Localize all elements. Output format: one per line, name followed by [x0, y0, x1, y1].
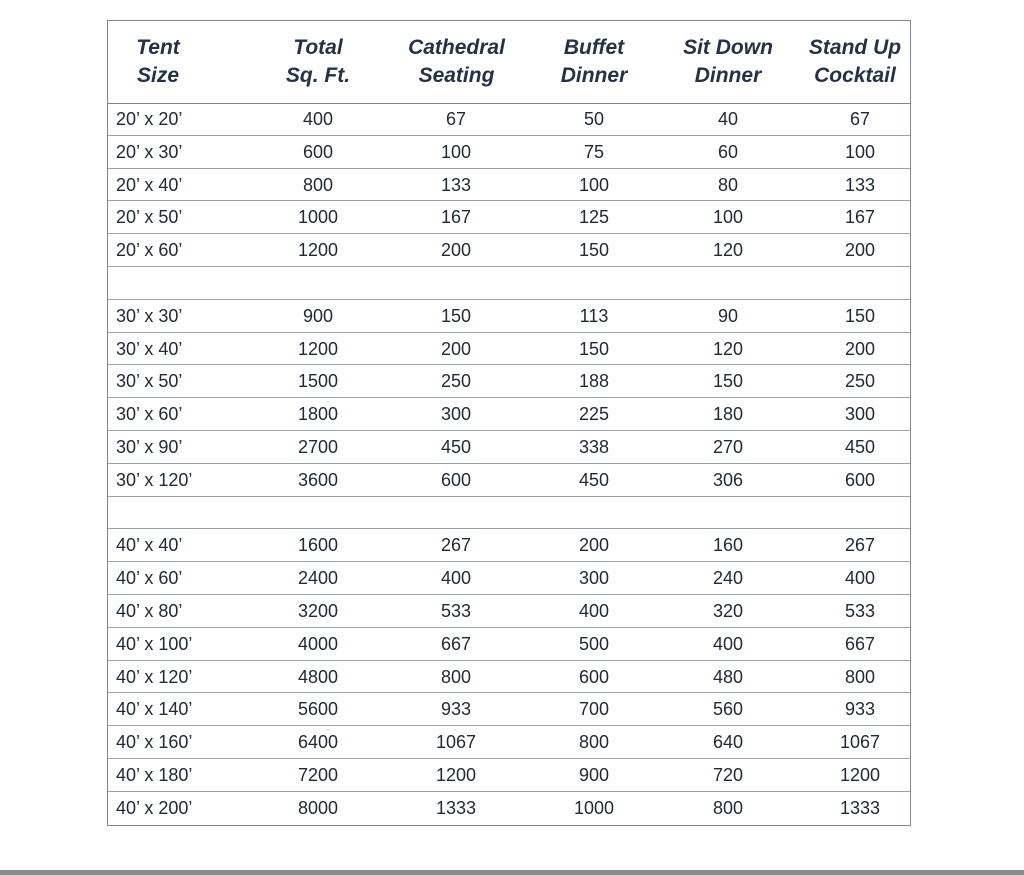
cell-total-sq-ft: 8000 [297, 797, 339, 818]
cell-cathedral-seating: 800 [440, 666, 472, 687]
cell-buffet-dinner: 500 [578, 633, 610, 654]
cell-tent-size: 30’ x 30’ [116, 305, 183, 326]
cell-sit-down-dinner: 306 [712, 469, 744, 490]
table-row [108, 595, 910, 628]
cell-stand-up-cocktail: 67 [849, 109, 871, 129]
cell-stand-up-cocktail: 150 [844, 305, 876, 326]
cell-stand-up-cocktail: 1067 [839, 732, 881, 753]
cell-sit-down-dinner: 560 [712, 699, 744, 720]
cell-buffet-dinner: 150 [578, 338, 610, 359]
table-row [108, 333, 910, 366]
cell-cathedral-seating: 67 [445, 109, 467, 129]
cell-cathedral-seating [396, 267, 516, 300]
table-row [108, 234, 910, 267]
cell-buffet-dinner: 100 [578, 174, 610, 195]
cell-cathedral-seating: 267 [440, 535, 472, 556]
cell-total-sq-ft: 1500 [297, 371, 339, 392]
cell-stand-up-cocktail: 200 [844, 240, 876, 261]
bottom-divider [0, 870, 1024, 875]
cell-stand-up-cocktail [800, 267, 920, 300]
cell-buffet-dinner: 450 [578, 469, 610, 490]
cell-total-sq-ft: 2700 [297, 437, 339, 457]
cell-stand-up-cocktail: 600 [844, 469, 876, 490]
table-row [108, 136, 910, 169]
tent-capacity-table [107, 20, 911, 826]
cell-stand-up-cocktail: 667 [844, 633, 876, 654]
cell-tent-size: 30’ x 60’ [116, 404, 183, 425]
cell-cathedral-seating: 300 [440, 404, 472, 425]
cell-total-sq-ft: 6400 [297, 732, 339, 753]
cell-stand-up-cocktail [800, 497, 920, 530]
header-cathedral-seating: Cathedral Seating [408, 36, 505, 87]
cell-buffet-dinner: 400 [578, 601, 610, 621]
cell-buffet-dinner [534, 497, 654, 530]
cell-tent-size: 40’ x 160’ [116, 732, 193, 753]
cell-cathedral-seating: 100 [440, 141, 472, 162]
cell-sit-down-dinner: 150 [712, 371, 744, 392]
cell-total-sq-ft: 1600 [297, 535, 339, 556]
cell-sit-down-dinner [668, 267, 788, 300]
cell-cathedral-seating: 933 [440, 699, 472, 720]
cell-tent-size: 40’ x 200’ [116, 797, 193, 818]
table-row [108, 726, 910, 759]
cell-stand-up-cocktail: 200 [844, 338, 876, 359]
cell-buffet-dinner [534, 267, 654, 300]
cell-tent-size: 20’ x 20’ [116, 109, 183, 129]
cell-tent-size: 40’ x 180’ [116, 765, 193, 785]
cell-tent-size: 30’ x 50’ [116, 371, 183, 392]
cell-tent-size [116, 497, 266, 530]
cell-sit-down-dinner: 720 [712, 765, 744, 785]
cell-stand-up-cocktail: 400 [844, 568, 876, 589]
table-row [108, 759, 910, 792]
cell-sit-down-dinner: 80 [717, 174, 739, 195]
cell-sit-down-dinner: 270 [712, 437, 744, 457]
cell-tent-size: 40’ x 100’ [116, 633, 193, 654]
table-row [108, 169, 910, 202]
table-row [108, 562, 910, 595]
cell-cathedral-seating: 1200 [435, 765, 477, 785]
cell-total-sq-ft: 3200 [297, 601, 339, 621]
cell-buffet-dinner: 150 [578, 240, 610, 261]
table-row [108, 628, 910, 661]
cell-sit-down-dinner: 120 [712, 338, 744, 359]
table-row [108, 201, 910, 234]
cell-stand-up-cocktail: 533 [844, 601, 876, 621]
cell-cathedral-seating: 533 [440, 601, 472, 621]
header-stand-up-cocktail: Stand Up Cocktail [808, 36, 902, 87]
cell-sit-down-dinner: 60 [717, 141, 739, 162]
cell-sit-down-dinner: 40 [717, 109, 739, 129]
cell-tent-size: 40’ x 120’ [116, 666, 193, 687]
cell-cathedral-seating: 250 [440, 371, 472, 392]
cell-cathedral-seating: 400 [440, 568, 472, 589]
cell-cathedral-seating: 167 [440, 207, 472, 228]
cell-total-sq-ft: 4000 [297, 633, 339, 654]
cell-tent-size: 20’ x 50’ [116, 207, 183, 228]
cell-total-sq-ft: 600 [302, 141, 334, 162]
cell-sit-down-dinner: 180 [712, 404, 744, 425]
cell-total-sq-ft: 7200 [297, 765, 339, 785]
cell-tent-size: 30’ x 40’ [116, 338, 183, 359]
cell-buffet-dinner: 225 [578, 404, 610, 425]
cell-buffet-dinner: 50 [583, 109, 605, 129]
table-row [108, 398, 910, 431]
cell-stand-up-cocktail: 300 [844, 404, 876, 425]
table-row [108, 661, 910, 694]
cell-cathedral-seating: 150 [440, 305, 472, 326]
cell-sit-down-dinner [668, 497, 788, 530]
cell-cathedral-seating: 133 [440, 174, 472, 195]
cell-stand-up-cocktail: 133 [844, 174, 876, 195]
cell-buffet-dinner: 700 [578, 699, 610, 720]
cell-cathedral-seating: 450 [440, 437, 472, 457]
table-row [108, 431, 910, 464]
cell-buffet-dinner: 338 [578, 437, 610, 457]
cell-total-sq-ft: 1000 [297, 207, 339, 228]
cell-sit-down-dinner: 480 [712, 666, 744, 687]
cell-stand-up-cocktail: 100 [844, 141, 876, 162]
cell-total-sq-ft: 1200 [297, 240, 339, 261]
cell-buffet-dinner: 300 [578, 568, 610, 589]
table-row [108, 365, 910, 398]
cell-stand-up-cocktail: 250 [844, 371, 876, 392]
cell-buffet-dinner: 900 [578, 765, 610, 785]
cell-stand-up-cocktail: 267 [844, 535, 876, 556]
cell-total-sq-ft [258, 497, 378, 530]
cell-tent-size: 40’ x 80’ [116, 601, 183, 621]
cell-tent-size: 40’ x 60’ [116, 568, 183, 589]
cell-buffet-dinner: 125 [578, 207, 610, 228]
table-header [108, 21, 910, 104]
cell-cathedral-seating: 667 [440, 633, 472, 654]
cell-tent-size: 20’ x 40’ [116, 174, 183, 195]
cell-cathedral-seating [396, 497, 516, 530]
table-row [108, 103, 910, 136]
cell-sit-down-dinner: 120 [712, 240, 744, 261]
cell-stand-up-cocktail: 933 [844, 699, 876, 720]
cell-total-sq-ft: 2400 [297, 568, 339, 589]
header-total-sq-ft: Total Sq. Ft. [285, 36, 351, 87]
cell-total-sq-ft: 1200 [297, 338, 339, 359]
cell-sit-down-dinner: 90 [717, 305, 739, 326]
cell-sit-down-dinner: 320 [712, 601, 744, 621]
cell-total-sq-ft: 800 [302, 174, 334, 195]
cell-tent-size [116, 267, 266, 300]
cell-tent-size: 30’ x 120’ [116, 469, 193, 490]
cell-total-sq-ft: 5600 [297, 699, 339, 720]
header-tent-size: Tent Size [136, 36, 180, 87]
cell-stand-up-cocktail: 1333 [839, 797, 881, 818]
cell-total-sq-ft: 400 [302, 109, 334, 129]
table-row [108, 464, 910, 497]
cell-buffet-dinner: 188 [578, 371, 610, 392]
cell-sit-down-dinner: 240 [712, 568, 744, 589]
header-buffet-dinner: Buffet Dinner [560, 36, 628, 87]
header-sit-down-dinner: Sit Down Dinner [683, 36, 773, 87]
table-row [108, 529, 910, 562]
cell-tent-size: 20’ x 30’ [116, 141, 183, 162]
cell-total-sq-ft: 900 [302, 305, 334, 326]
cell-stand-up-cocktail: 800 [844, 666, 876, 687]
cell-tent-size: 40’ x 140’ [116, 699, 193, 720]
cell-sit-down-dinner: 800 [712, 797, 744, 818]
cell-total-sq-ft: 3600 [297, 469, 339, 490]
cell-tent-size: 30’ x 90’ [116, 437, 183, 457]
cell-tent-size: 40’ x 40’ [116, 535, 183, 556]
cell-sit-down-dinner: 160 [712, 535, 744, 556]
spacer-row [108, 497, 910, 530]
cell-total-sq-ft: 1800 [297, 404, 339, 425]
table-row [108, 693, 910, 726]
table-row [108, 792, 910, 825]
cell-sit-down-dinner: 100 [712, 207, 744, 228]
cell-cathedral-seating: 1067 [435, 732, 477, 753]
table-row [108, 300, 910, 333]
cell-cathedral-seating: 600 [440, 469, 472, 490]
cell-buffet-dinner: 800 [578, 732, 610, 753]
cell-sit-down-dinner: 400 [712, 633, 744, 654]
cell-tent-size: 20’ x 60’ [116, 240, 183, 261]
cell-buffet-dinner: 75 [583, 141, 605, 162]
cell-sit-down-dinner: 640 [712, 732, 744, 753]
cell-buffet-dinner: 1000 [573, 797, 615, 818]
cell-buffet-dinner: 113 [579, 305, 609, 326]
cell-cathedral-seating: 1333 [435, 797, 477, 818]
cell-stand-up-cocktail: 167 [844, 207, 876, 228]
cell-buffet-dinner: 600 [578, 666, 610, 687]
spacer-row [108, 267, 910, 300]
cell-total-sq-ft: 4800 [297, 666, 339, 687]
cell-stand-up-cocktail: 1200 [839, 765, 881, 785]
cell-buffet-dinner: 200 [578, 535, 610, 556]
cell-total-sq-ft [258, 267, 378, 300]
cell-stand-up-cocktail: 450 [844, 437, 876, 457]
cell-cathedral-seating: 200 [440, 338, 472, 359]
cell-cathedral-seating: 200 [440, 240, 472, 261]
